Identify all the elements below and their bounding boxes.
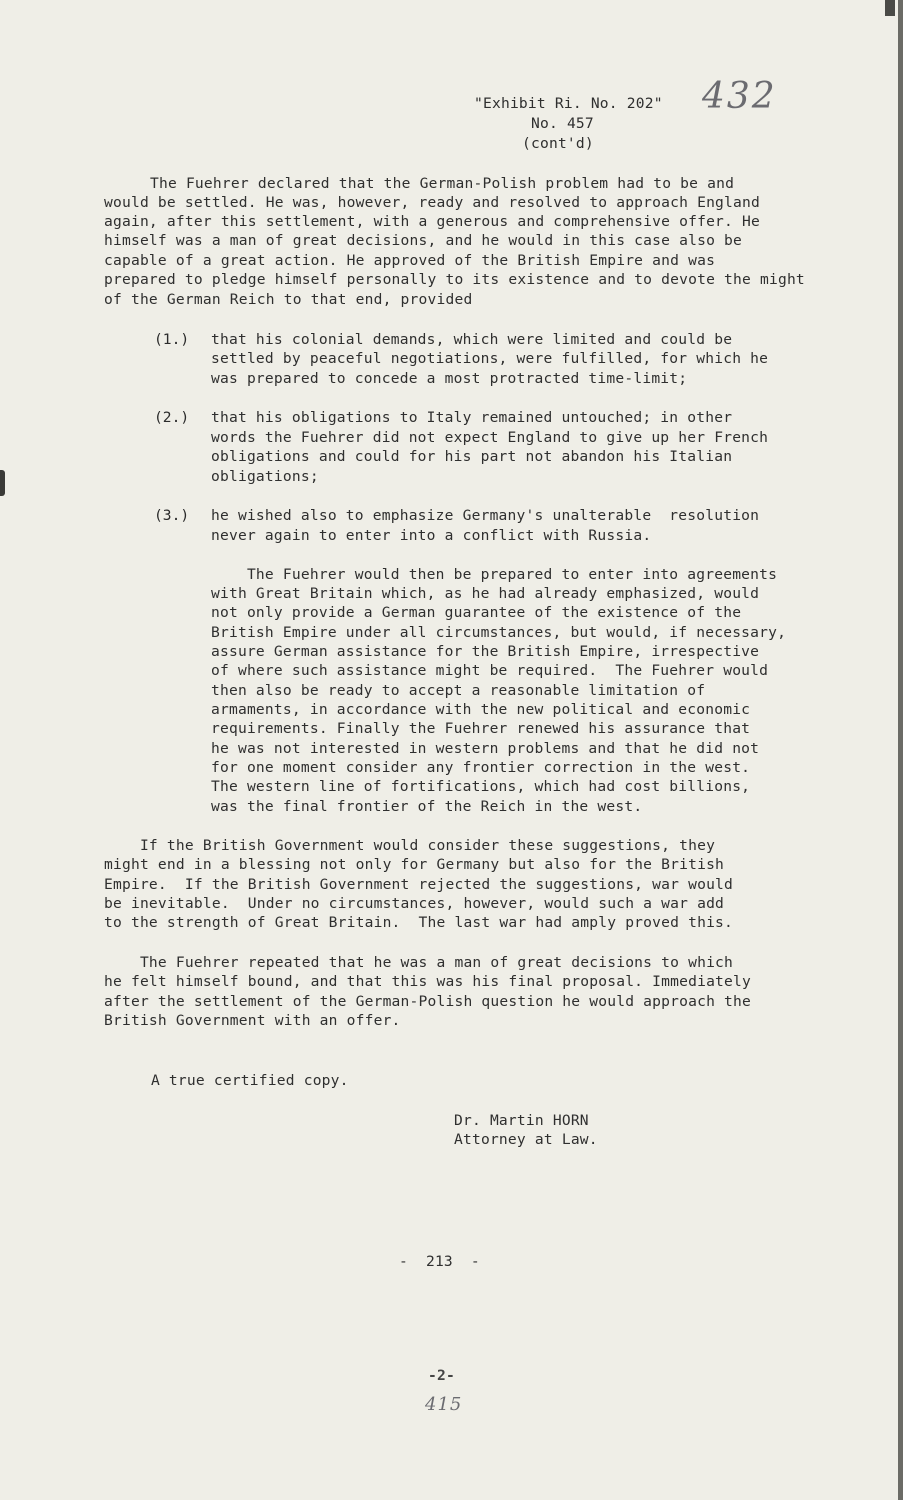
paragraph-line: himself was a man of great decisions, and he would in this case also be xyxy=(104,232,743,249)
item-line: obligations and could for his part not abandon his Italian xyxy=(211,448,733,465)
item-line: was prepared to concede a most protracted time-limit; xyxy=(211,370,688,387)
paragraph-line: with Great Britain which, as he had already emphasized, would xyxy=(211,585,760,602)
paragraph-line: requirements. Finally the Fuehrer renewed his assurance that xyxy=(211,720,751,737)
paragraph-line: might end in a blessing not only for Germany but also for the British xyxy=(104,856,725,873)
paragraph-line: The western line of fortifications, which had cost billions, xyxy=(211,778,751,795)
paragraph-line: was the final frontier of the Reich in the west. xyxy=(211,798,643,815)
paragraph-line: he felt himself bound, and that this was his final proposal. Immediately xyxy=(104,973,752,990)
item-line: never again to enter into a conflict with Russia. xyxy=(211,527,652,544)
paragraph-line: The Fuehrer repeated that he was a man of great decisions to which xyxy=(104,954,734,971)
signature-name: Dr. Martin HORN xyxy=(454,1112,589,1129)
paragraph-line: prepared to pledge himself personally to its existence and to devote the might xyxy=(104,271,805,288)
paragraph-line: The Fuehrer declared that the German-Polish problem had to be and xyxy=(150,175,735,192)
signature-title: Attorney at Law. xyxy=(454,1131,598,1148)
paragraph-line: Empire. If the British Government rejected the suggestions, war would xyxy=(104,876,734,893)
punch-hole-mark xyxy=(0,470,5,496)
item-line: he wished also to emphasize Germany's unalterable resolution xyxy=(211,507,760,524)
paragraph-line: not only provide a German guarantee of the existence of the xyxy=(211,604,742,621)
paragraph-line: capable of a great action. He approved of the British Empire and was xyxy=(104,252,716,269)
paragraph-line: armaments, in accordance with the new political and economic xyxy=(211,701,751,718)
item-line: obligations; xyxy=(211,468,319,485)
paragraph-line: If the British Government would consider these suggestions, they xyxy=(104,837,716,854)
paragraph-line: of the German Reich to that end, provided xyxy=(104,291,473,308)
paragraph-line: assure German assistance for the British Empire, irrespective xyxy=(211,643,760,660)
paragraph-line: to the strength of Great Britain. The last war had amply proved this. xyxy=(104,914,734,931)
paragraph-line: after the settlement of the German-Polish question he would approach the xyxy=(104,993,752,1010)
paragraph-line: then also be ready to accept a reasonable limitation of xyxy=(211,682,706,699)
item-line: words the Fuehrer did not expect England to give up her French xyxy=(211,429,769,446)
page-corner-mark xyxy=(885,0,895,16)
item-number: (3.) xyxy=(154,507,190,524)
continued-label: (cont'd) xyxy=(522,135,594,152)
item-line: settled by peaceful negotiations, were fulfilled, for which he xyxy=(211,350,769,367)
item-number: (1.) xyxy=(154,331,190,348)
page-edge-shadow xyxy=(898,0,903,1500)
paragraph-line: of where such assistance might be required. The Fuehrer would xyxy=(211,662,769,679)
certification-line: A true certified copy. xyxy=(115,1072,349,1089)
page-number: - 213 - xyxy=(399,1253,480,1270)
paragraph-line: British Government with an offer. xyxy=(104,1012,401,1029)
paragraph-line: British Empire under all circumstances, but would, if necessary, xyxy=(211,624,787,641)
footer-handwritten-number: 415 xyxy=(425,1394,463,1415)
paragraph-line: be inevitable. Under no circumstances, however, would such a war add xyxy=(104,895,725,912)
paragraph-line: The Fuehrer would then be prepared to enter into agreements xyxy=(211,566,778,583)
paragraph-line: again, after this settlement, with a generous and comprehensive offer. He xyxy=(104,213,760,230)
footer-mark: -2- xyxy=(428,1367,455,1384)
item-line: that his obligations to Italy remained untouched; in other xyxy=(211,409,733,426)
item-number: (2.) xyxy=(154,409,190,426)
exhibit-label: "Exhibit Ri. No. 202" xyxy=(474,95,663,112)
exhibit-number: No. 457 xyxy=(531,115,594,132)
paragraph-line: for one moment consider any frontier correction in the west. xyxy=(211,759,751,776)
paragraph-line: he was not interested in western problems and that he did not xyxy=(211,740,760,757)
handwritten-page-number: 432 xyxy=(702,76,777,117)
paragraph-line: would be settled. He was, however, ready and resolved to approach England xyxy=(104,194,760,211)
item-line: that his colonial demands, which were limited and could be xyxy=(211,331,733,348)
